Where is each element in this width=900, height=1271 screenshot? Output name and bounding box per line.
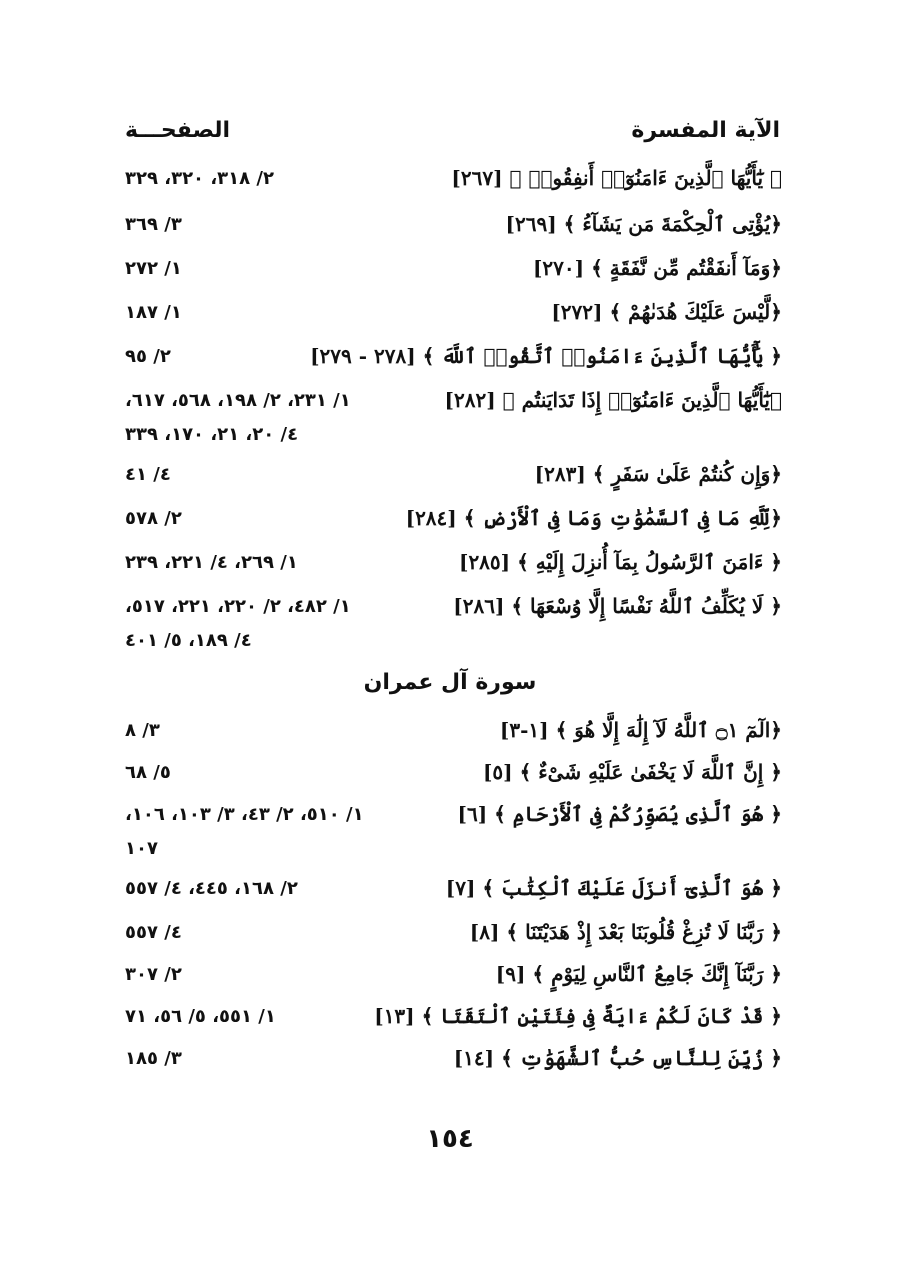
page-refs: ١/ ٢٦٩، ٤/ ٢٢١، ٢٣٩ [125,552,298,573]
index-row [0,166,900,202]
surah-title: سورة آل عمران [363,670,537,695]
page-refs: ٥/ ٦٨ [125,762,171,783]
verse-text: ﴿ زُيِّنَ لِلنَّاسِ حُبُّ ٱلشَّهَوَٰتِ ﴾ [١٤] [453,1046,782,1070]
index-row [0,760,900,796]
index-row [0,256,900,292]
page-refs: ٣/ ٨ [125,720,160,741]
index-row [0,802,900,838]
verse-text: ﴿ إِنَّ ٱللَّهَ لَا يَخْفَىٰ عَلَيْهِ شَىْءٌ ﴾ [٥] [482,760,782,784]
verse-text: ﴿وَمَآ أَنفَقْتُم مِّن نَّفَقَةٍ ﴾ [٢٧٠] [532,256,782,280]
page-column-header: الصفحـــة [125,118,231,143]
verse-text: ﴿لِّلَّهِ مَا فِى ٱلسَّمَٰوَٰتِ وَمَا فِى ٱلْأَرْضِ ﴾ [٢٨٤] [405,506,782,530]
page-refs-continued: ١٠٧ [125,838,158,859]
index-row [0,1046,900,1082]
page-refs: ٢/ ٣١٨، ٣٢٠، ٣٢٩ [125,168,274,189]
index-row [0,344,900,380]
page-refs: ١/ ٢٣١، ٢/ ١٩٨، ٥٦٨، ٦١٧، [125,390,351,411]
verse-text: ﴿ هُوَ ٱلَّذِىٓ أَنزَلَ عَلَيْكَ ٱلْكِتَٰبَ ﴾ [٧] [445,876,782,900]
page-refs-continued: ٤/ ١٨٩، ٥/ ٤٠١ [125,630,252,651]
verse-text: ﴿الٓمٓ ۝١ ٱللَّهُ لَآ إِلَٰهَ إِلَّا هُوَ ﴾ [١-٣] [499,718,782,742]
index-row [0,462,900,498]
verse-text: ﴿ قَدْ كَانَ لَكُمْ ءَايَةٌ فِى فِئَتَيْنِ ٱلْتَقَتَا ﴾ [١٣] [374,1004,782,1028]
page-refs: ١/ ٤٨٢، ٢/ ٢٢٠، ٢٢١، ٥١٧، [125,596,351,617]
page-refs: ٢/ ٩٥ [125,346,171,367]
index-row [0,506,900,542]
index-row [0,876,900,912]
index-row [0,718,900,754]
index-row [0,594,900,630]
page-refs: ٣/ ٣٦٩ [125,214,182,235]
index-row [0,920,900,956]
index-row [0,388,900,424]
index-row [0,212,900,248]
verse-text: ﴿ رَبَّنَا لَا تُزِغْ قُلُوبَنَا بَعْدَ إِذْ هَدَيْتَنَا ﴾ [٨] [469,920,782,944]
page-refs: ٢/ ٥٧٨ [125,508,182,529]
page-refs: ٤/ ٤١ [125,464,171,485]
page-refs: ١/ ٥٥١، ٥/ ٥٦، ٧١ [125,1006,276,1027]
verse-text: ﴿ يَٰٓأَيُّهَا ٱلَّذِينَ ءَامَنُوٓا۟ أَنفِقُوا۟ ﴾ [٢٦٧] [451,166,782,190]
page-refs: ٤/ ٥٥٧ [125,922,182,943]
index-row [0,300,900,336]
page-refs: ٣/ ١٨٥ [125,1048,182,1069]
page-refs: ٢/ ١٦٨، ٤٤٥، ٤/ ٥٥٧ [125,878,298,899]
page-refs: ١/ ٢٧٢ [125,258,182,279]
verse-text: ﴿يَٰٓأَيُّهَا ٱلَّذِينَ ءَامَنُوٓا۟ إِذَا تَدَايَنتُم ﴾ [٢٨٢] [444,388,782,412]
index-row [0,1004,900,1040]
verse-text: ﴿لَّيْسَ عَلَيْكَ هُدَىٰهُمْ ﴾ [٢٧٢] [551,300,782,324]
page-number: ١٥٤ [426,1124,474,1154]
verse-text: ﴿وَإِن كُنتُمْ عَلَىٰ سَفَرٍ ﴾ [٢٨٣] [534,462,782,486]
verse-text: ﴿يُؤْتِى ٱلْحِكْمَةَ مَن يَشَآءُ ﴾ [٢٦٩] [505,212,782,236]
page-refs: ٢/ ٣٠٧ [125,964,182,985]
verse-column-header: الآية المفسرة [631,118,780,143]
verse-text: ﴿ يَٰٓأَيُّهَا ٱلَّذِينَ ءَامَنُوا۟ ٱتَّقُوا۟ ٱللَّهَ ﴾ [٢٧٨ - ٢٧٩] [310,344,782,368]
verse-text: ﴿ لَا يُكَلِّفُ ٱللَّهُ نَفْسًا إِلَّا وُسْعَهَا ﴾ [٢٨٦] [453,594,782,618]
index-row [0,962,900,998]
index-row [0,550,900,586]
page-refs-continued: ٤/ ٢٠، ٢١، ١٧٠، ٣٣٩ [125,424,299,445]
verse-text: ﴿ ءَامَنَ ٱلرَّسُولُ بِمَآ أُنزِلَ إِلَيْهِ ﴾ [٢٨٥] [458,550,782,574]
page-refs: ١/ ١٨٧ [125,302,182,323]
verse-text: ﴿ هُوَ ٱلَّذِى يُصَوِّرُكُمْ فِى ٱلْأَرْحَامِ ﴾ [٦] [457,802,782,826]
verse-text: ﴿ رَبَّنَآ إِنَّكَ جَامِعُ ٱلنَّاسِ لِيَوْمٍ ﴾ [٩] [495,962,782,986]
page-refs: ١/ ٥١٠، ٢/ ٤٣، ٣/ ١٠٣، ١٠٦، [125,804,364,825]
